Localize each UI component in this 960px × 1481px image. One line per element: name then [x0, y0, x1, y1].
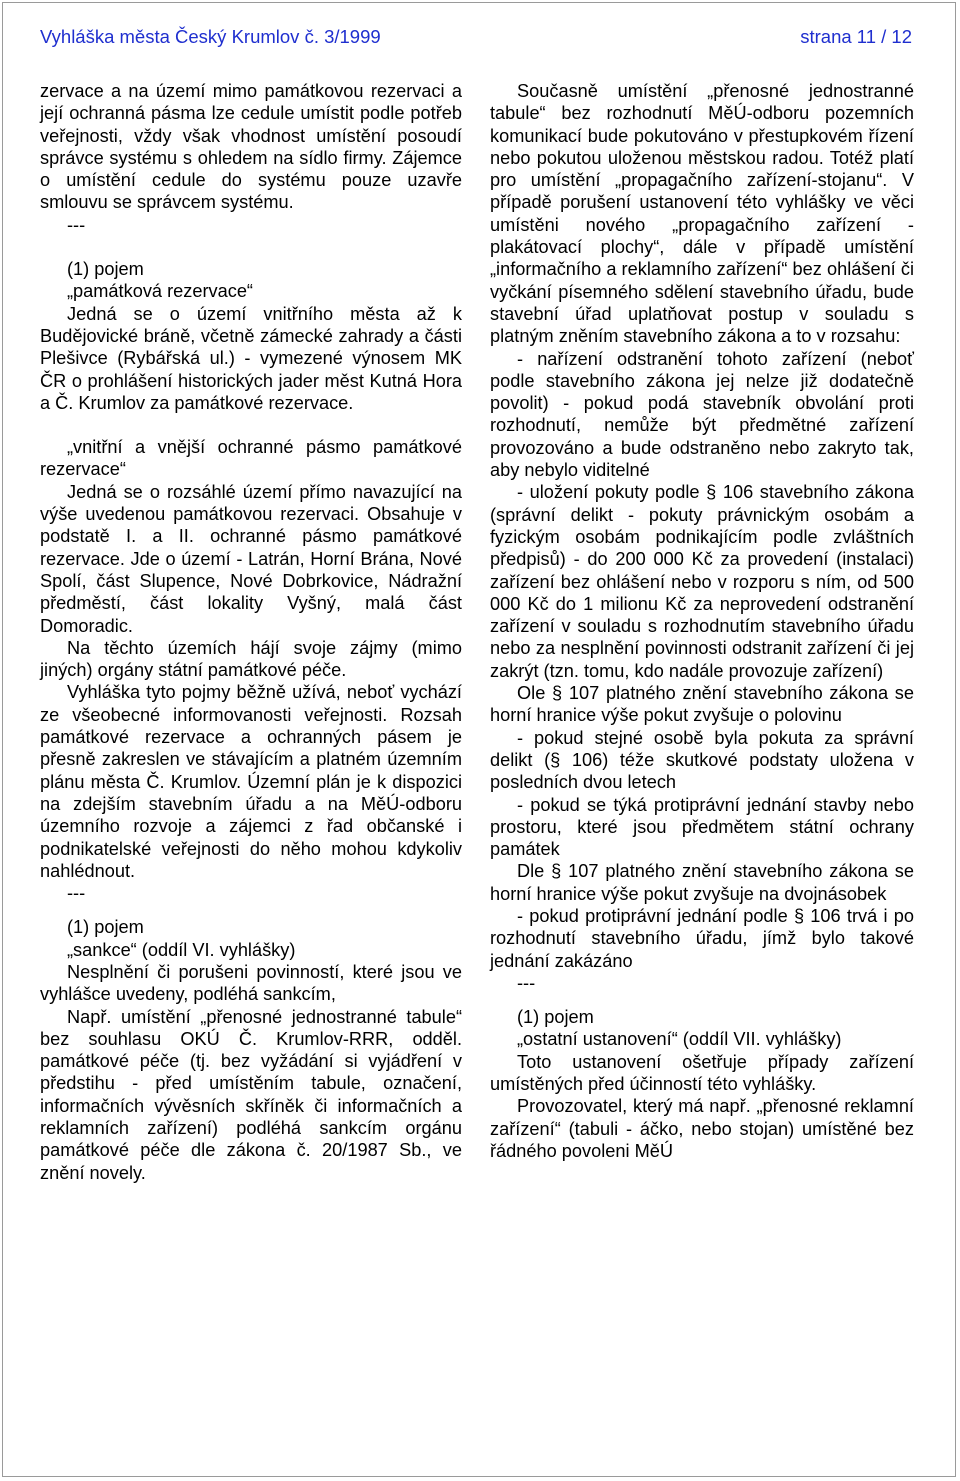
list-item: - nařízení odstranění tohoto zařízení (neboť podle stavebního zákona jej nelze již dodatečně povolit) - pokud podá stavebník obvolání proti rozhodnutí, nemůže být předmětné zařízení provozováno a bude odstraněno nebo zakryto tak, aby nebylo viditelné: [490, 348, 914, 481]
term-label: (1) pojem: [67, 917, 144, 938]
list-item: - pokud stejné osobě byla pokuta za správní delikt (§ 106) téže skutkové podstaty uložena v posledních dvou letech: [490, 727, 914, 793]
separator: ---: [517, 972, 536, 993]
term-definition: Jedná se o území vnitřního města až k Budějovické bráně, včetně zámecké zahrady a části Plešivce (Rybářská ul.) - vymezené výnosem MK ČR o prohlášení historických jader měst Kutná Hora a Č. Krumlov za památkové rezervace.: [40, 303, 462, 413]
left-column: [40, 80, 462, 1184]
paragraph: Provozovatel, který má např. „přenosné reklamní zařízení“ (tabuli - áčko, nebo stojan) umístěné bez řádného povoleni MěÚ: [490, 1096, 914, 1161]
term-label: (1) pojem: [67, 259, 144, 280]
paragraph: zervace a na území mimo památkovou rezervaci a její ochranná pásma lze cedule umístit podle potřeb veřejnosti, vždy však vhodnost umístění posoudí správce systému s ohledem na sídlo firmy. Zájemce o umístění cedule do systému pouze uzavře smlouvu se správcem systému.: [40, 81, 462, 213]
term-label: (1) pojem: [517, 1007, 594, 1028]
term-name: „vnitřní a vnější ochranné pásmo památkové rezervace“: [40, 437, 462, 480]
paragraph: Dle § 107 platného znění stavebního zákona se horní hranice výše pokut zvyšuje na dvojnásobek: [490, 861, 914, 904]
term-definition: Jedná se o rozsáhlé území přímo navazující na výše uvedenou památkovou rezervaci. Obsahuje v podstatě I. a II. ochranné pásmo památkové rezervace. Jde o území - Latrán, Horní Brána, Nové Spolí, část Slupence, Nové Dobrkovice, Nádražní předměstí, část lokality Vyšný, malá část Domoradic.: [40, 481, 462, 636]
separator: ---: [67, 214, 86, 235]
paragraph: Současně umístění „přenosné jednostranné tabule“ bez rozhodnutí MěÚ-odboru pozemních komunikací bude pokutováno v přestupkovém řízení nebo pokutou uloženou městskou radou. Totéž platí pro umístění „propagačního zařízení-stojanu“. V případě porušení ustanovení této vyhlášky ve věci umístěni nového „propagačního zařízení - plakátovací plochy“, dále v případě umístění „informačního a reklamního zařízení“ bez ohlášení či vyčkání písemného sdělení stavebního úřadu, bude stavební úřad uplatňovat postup v souladu s platným zněním stavebního zákona a to v rozsahu:: [490, 81, 914, 347]
paragraph: Např. umístění „přenosné jednostranné tabule“ bez souhlasu OKÚ Č. Krumlov-RRR, odděl. památkové péče (tj. bez vyžádání si vyjádření v předstihu - před umístěním tabule, označení, informačních vývěsních skříněk či informačních a reklamních zařízení) podléhá sankcím orgánu památkové péče dle zákona č. 20/1987 Sb., ve znění novely.: [40, 1006, 462, 1183]
term-name: „ostatní ustanovení“ (oddíl VII. vyhlášky): [517, 1029, 842, 1050]
term-name: „památková rezervace“: [67, 281, 253, 302]
document-title: Vyhláška města Český Krumlov č. 3/1999: [40, 26, 381, 47]
separator: ---: [67, 883, 86, 904]
paragraph: Toto ustanovení ošetřuje případy zařízení umístěných před účinností této vyhlášky.: [490, 1051, 914, 1095]
list-item: - pokud se týká protiprávní jednání stavby nebo prostoru, které jsou předmětem státní ochrany památek: [490, 794, 914, 860]
paragraph: Vyhláška tyto pojmy běžně užívá, neboť vychází ze všeobecné informovanosti veřejnosti. Rozsah památkové rezervace a ochranných pásem je přesně zakreslen ve stávajícím a platném územním plánu města Č. Krumlov. Územní plán je k dispozici na zdejším stavebním úřadu a na MěÚ-odboru územního rozvoje a zájemci z řad občanské i podnikatelské veřejnosti do něho mohou kdykoliv nahlédnout.: [40, 682, 462, 881]
list-item: - uložení pokuty podle § 106 stavebního zákona (správní delikt - pokuty právnickým osobám a fyzickým osobám podnikajícím podle zvláštních předpisů) - do 200 000 Kč za provedení (instalaci) zařízení bez ohlášení nebo v rozporu s ním, od 500 000 Kč do 1 milionu Kč za neprovedení odstranění zařízení v souladu s rozhodnutím stavebního úřadu nebo za nesplnění povinnosti odstranit zařízení či jej zakrýt (tzn. tomu, kdo nadále provozuje zařízení): [490, 482, 914, 681]
paragraph: Na těchto územích hájí svoje zájmy (mimo jiných) orgány státní památkové péče.: [40, 637, 462, 681]
page-header: [40, 26, 912, 56]
list-item: - pokud protiprávní jednání podle § 106 trvá i po rozhodnutí stavebního úřadu, jímž bylo takové jednání zakázáno: [490, 905, 914, 971]
term-name: „sankce“ (oddíl VI. vyhlášky): [67, 939, 296, 960]
right-column: [490, 80, 914, 1162]
paragraph: Ole § 107 platného znění stavebního zákona se horní hranice výše pokut zvyšuje o polovinu: [490, 683, 914, 726]
paragraph: Nesplnění či porušeni povinností, které jsou ve vyhlášce uvedeny, podléhá sankcím,: [40, 961, 462, 1005]
page-number: strana 11 / 12: [800, 26, 912, 47]
